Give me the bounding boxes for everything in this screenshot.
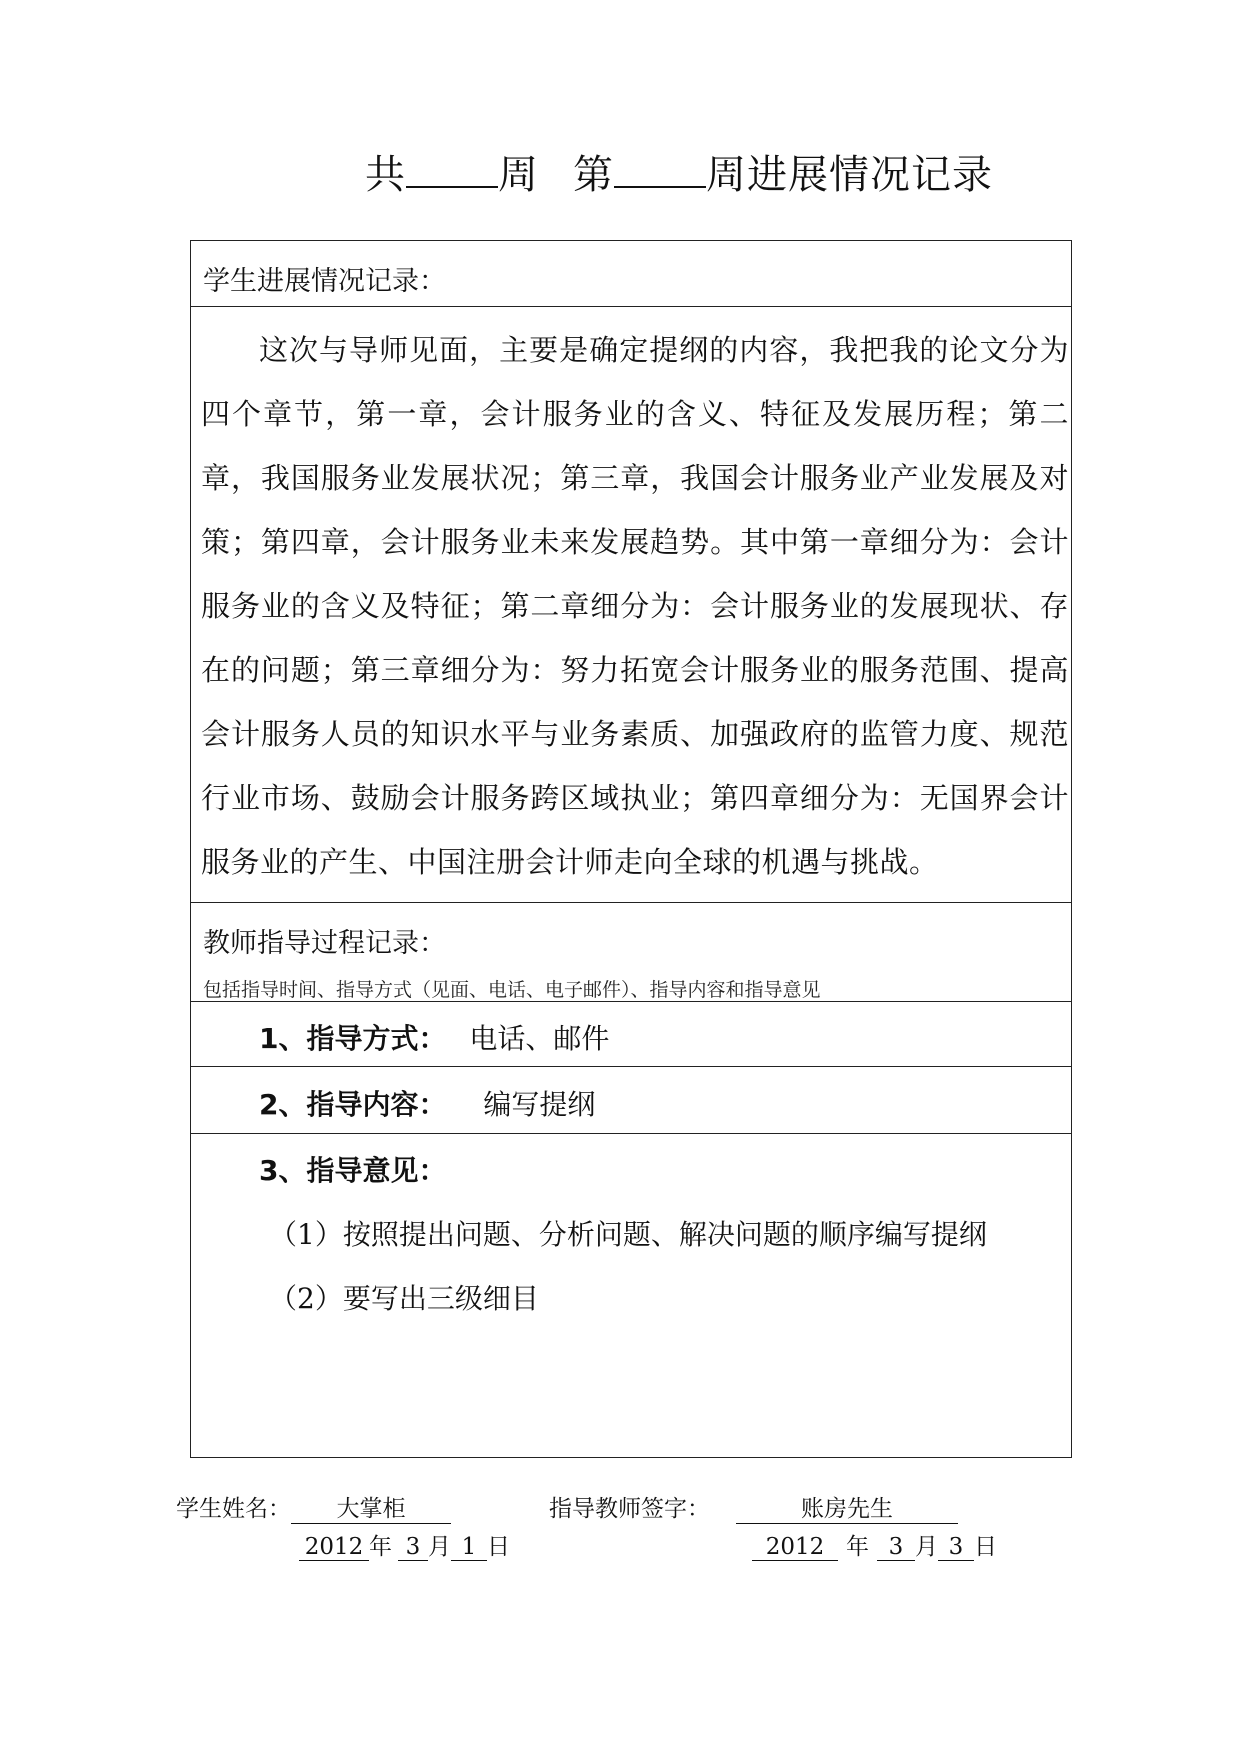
guidance-method-label: 1、指导方式： xyxy=(259,1022,447,1055)
teacher-date-day[interactable]: 3 xyxy=(938,1534,974,1561)
year-unit: 年 xyxy=(846,1534,869,1560)
title-prefix: 共 xyxy=(365,152,406,198)
guidance-opinion-label: 3、指导意见： xyxy=(259,1154,447,1187)
opinion-item: （1）按照提出问题、分析问题、解决问题的顺序编写提纲 xyxy=(269,1218,987,1251)
student-signature-line xyxy=(176,1490,451,1524)
year-unit: 年 xyxy=(369,1534,392,1560)
total-weeks-blank[interactable] xyxy=(406,152,498,188)
guidance-content-value: 编写提纲 xyxy=(483,1088,596,1121)
divider xyxy=(191,1001,1071,1002)
day-unit: 日 xyxy=(487,1534,510,1560)
student-date xyxy=(299,1528,510,1561)
teacher-section-hint: 包括指导时间、指导方式（见面、电话、电子邮件）、指导内容和指导意见 xyxy=(203,979,821,1001)
divider xyxy=(191,306,1071,307)
current-week-blank[interactable] xyxy=(614,152,706,188)
opinion-item: （2）要写出三级细目 xyxy=(269,1282,539,1315)
student-name[interactable]: 大掌柜 xyxy=(291,1490,451,1524)
teacher-date xyxy=(752,1528,997,1561)
student-date-year[interactable]: 2012 xyxy=(299,1534,369,1561)
student-name-label: 学生姓名： xyxy=(176,1496,291,1522)
guidance-method-value: 电话、邮件 xyxy=(469,1022,610,1055)
student-date-day[interactable]: 1 xyxy=(451,1534,487,1561)
title-suffix: 周进展情况记录 xyxy=(706,152,993,198)
teacher-date-year[interactable]: 2012 xyxy=(752,1534,838,1561)
page-title xyxy=(365,150,993,200)
divider xyxy=(191,902,1071,903)
teacher-date-month[interactable]: 3 xyxy=(877,1534,915,1561)
student-section-label: 学生进展情况记录： xyxy=(203,266,446,297)
title-nth: 第 xyxy=(573,152,614,198)
student-date-month[interactable]: 3 xyxy=(398,1534,428,1561)
guidance-opinion-row xyxy=(259,1149,446,1189)
title-week-label: 周 xyxy=(498,152,539,198)
teacher-sign-label: 指导教师签字： xyxy=(549,1496,710,1522)
day-unit: 日 xyxy=(974,1534,997,1560)
month-unit: 月 xyxy=(915,1534,938,1560)
divider xyxy=(191,1066,1071,1067)
month-unit: 月 xyxy=(428,1534,451,1560)
record-table xyxy=(190,240,1072,1458)
teacher-section-label: 教师指导过程记录： xyxy=(203,928,446,959)
student-progress-text: 这次与导师见面，主要是确定提纲的内容，我把我的论文分为四个章节，第一章，会计服务业的含义、特征及发展历程；第二章，我国服务业发展状况；第三章，我国会计服务业产业发展及对策；第四章，会计服务业未来发展趋势。其中第一章细分为：会计服务业的含义及特征；第二章细分为：会计服务业的发展现状、存在的问题；第三章细分为：努力拓宽会计服务业的服务范围、提高会计服务人员的知识水平与业务素质、加强政府的监管力度、规范行业市场、鼓励会计服务跨区域执业；第四章细分为：无国界会计服务业的产生、中国注册会计师走向全球的机遇与挑战。 xyxy=(201,333,1069,879)
teacher-signature-line xyxy=(549,1490,958,1524)
divider xyxy=(191,1133,1071,1134)
guidance-content-label: 2、指导内容： xyxy=(259,1088,447,1121)
teacher-name[interactable]: 账房先生 xyxy=(736,1490,958,1524)
guidance-content-row xyxy=(259,1083,595,1123)
guidance-method-row xyxy=(259,1017,609,1057)
